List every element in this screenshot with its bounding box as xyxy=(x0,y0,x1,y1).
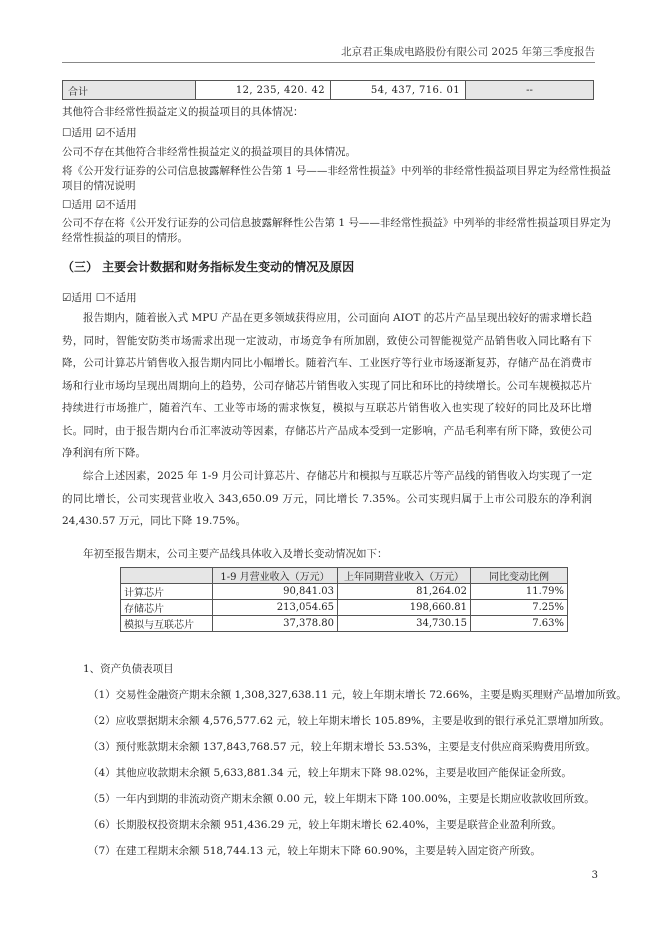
balance-item: （6）长期股权投资期末余额 951,436.29 元，较上年期末增长 62.40%，主要是联营企业盈利所致。 xyxy=(88,819,562,831)
balance-item: （4）其他应收款期末余额 5,633,881.34 元，较上年期末下降 98.02%，主要是收回产能保证金所致。 xyxy=(88,767,572,779)
summary-value-ytd: 54, 437, 716. 01 xyxy=(331,81,466,100)
summary-value-current: 12, 235, 420. 42 xyxy=(196,81,331,100)
reclass-heading-line1: 将《公开发行证券的公司信息披露解释性公告第 1 号——非经常性损益》中列举的非经常性损益项目界定为经常性损益 xyxy=(62,165,611,177)
table-row xyxy=(63,81,594,100)
table-row xyxy=(121,600,568,616)
reclass-heading-line2: 项目的情况说明 xyxy=(62,180,136,192)
change-cell: 11.79% xyxy=(471,584,568,600)
applicability-check-1: ☐适用 ☑不适用 xyxy=(62,127,137,139)
applicability-check-2: ☐适用 ☑不适用 xyxy=(62,199,137,211)
other-items-statement: 公司不存在其他符合非经常性损益定义的损益项目的具体情况。 xyxy=(62,146,356,158)
header-cell: 1-9 月营业收入（万元） xyxy=(213,568,338,584)
change-cell: 7.63% xyxy=(471,616,568,632)
analysis-paragraph-1: 报告期内，随着嵌入式 MPU 产品在更多领域获得应用，公司面向 AIOT 的芯片产品呈现出较好的需求增长趋势，同时，智能安防类市场需求出现一定波动，市场竞争有所加剧，致使公司智能视觉产品销售收入同比略有下降，公司计算芯片销售收入报告期内同比小幅增长。随着汽车、工业医疗等行业市场逐渐复苏，存储产品在消费市场和行业市场均呈现出周期向上的趋势，公司存储芯片销售收入实现了同比和环比的持续增长。公司车规模拟芯片持续进行市场推广，随着汽车、工业等市场的需求恢复，模拟与互联芯片销售收入也实现了较好的同比及环比增长。同时，由于报告期内台币汇率波动等因素，存储芯片产品成本受到一定影响，产品毛利率有所下降，致使公司净利润有所下降。 xyxy=(62,312,592,459)
prior-revenue-cell: 81,264.02 xyxy=(338,584,471,600)
table-row xyxy=(121,616,568,632)
reclass-statement-line2: 经常性损益的项目的情形。 xyxy=(62,232,188,244)
product-line-cell: 计算芯片 xyxy=(121,584,213,600)
analysis-paragraph-2: 综合上述因素，2025 年 1-9 月公司计算芯片、存储芯片和模拟与互联芯片等产品线的销售收入均实现了一定的同比增长，公司实现营业收入 343,650.09 万元，同比增长 7.35%。公司实现归属于上市公司股东的净利润 24,430.57 万元，同比下降 19.75%。 xyxy=(62,470,592,527)
other-items-heading: 其他符合非经常性损益定义的损益项目的具体情况： xyxy=(62,106,304,118)
header-cell xyxy=(121,568,213,584)
section-title: （三） 主要会计数据和财务指标发生变动的情况及原因 xyxy=(62,260,355,274)
revenue-table xyxy=(120,567,568,632)
balance-item: （1）交易性金融资产期末余额 1,308,327,638.11 元，较上年期末增长 72.66%，主要是购买理财产品增加所致。 xyxy=(88,689,627,701)
balance-item: （5）一年内到期的非流动资产期末余额 0.00 元，较上年期末下降 100.00%，主要是长期应收款收回所致。 xyxy=(88,793,595,805)
report-header: 北京君正集成电路股份有限公司 2025 年第三季度报告 xyxy=(341,46,595,58)
revenue-cell: 90,841.03 xyxy=(213,584,338,600)
table-row xyxy=(121,584,568,600)
prior-revenue-cell: 34,730.15 xyxy=(338,616,471,632)
balance-sheet-heading: 1、资产负债表项目 xyxy=(83,663,174,675)
page-number: 3 xyxy=(591,870,598,881)
table-intro: 年初至报告期末，公司主要产品线具体收入及增长变动情况如下： xyxy=(83,548,388,560)
product-line-cell: 模拟与互联芯片 xyxy=(121,616,213,632)
balance-item: （2）应收票据期末余额 4,576,577.62 元，较上年期末增长 105.89%，主要是收到的银行承兑汇票增加所致。 xyxy=(88,715,611,727)
revenue-cell: 37,378.80 xyxy=(213,616,338,632)
product-line-cell: 存储芯片 xyxy=(121,600,213,616)
header-cell: 同比变动比例 xyxy=(471,568,568,584)
prior-revenue-cell: 198,660.81 xyxy=(338,600,471,616)
balance-item: （7）在建工程期末余额 518,744.13 元，较上年期末下降 60.90%，主要是转入固定资产所致。 xyxy=(88,845,541,857)
table-header-row xyxy=(121,568,568,584)
balance-item: （3）预付账款期末余额 137,843,768.57 元，较上年期末增长 53.53%，主要是支付供应商采购费用所致。 xyxy=(88,741,596,753)
reclass-statement-line1: 公司不存在将《公开发行证券的公司信息披露解释性公告第 1 号——非经常性损益》中列举的非经常性损益项目界定为 xyxy=(62,217,611,229)
change-cell: 7.25% xyxy=(471,600,568,616)
revenue-cell: 213,054.65 xyxy=(213,600,338,616)
header-cell: 上年同期营业收入（万元） xyxy=(338,568,471,584)
header-divider xyxy=(62,62,595,63)
summary-value-note: -- xyxy=(466,81,594,100)
applicability-check-3: ☑适用 ☐不适用 xyxy=(62,292,137,304)
nonrecurring-summary-table xyxy=(62,80,594,100)
summary-label: 合计 xyxy=(63,81,196,100)
